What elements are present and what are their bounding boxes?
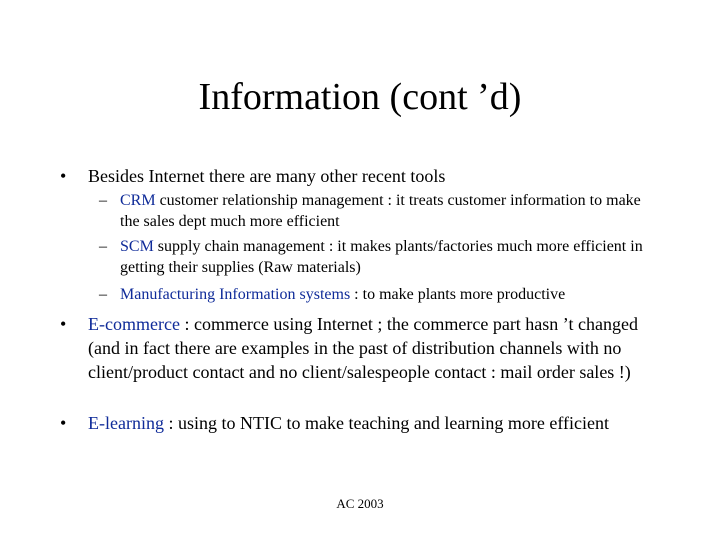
slide-footer: AC 2003 xyxy=(336,496,384,511)
bullet-marker: • xyxy=(60,413,67,433)
bullet-text xyxy=(88,312,660,384)
term-description: : commerce using Internet ; the commerce part hasn ’t changed (and in fact there are examples in the past of distribution channels with no client/product contact and no client/salespeople contact : mail order sales !) xyxy=(88,314,638,382)
term-manufacturing-information-systems: Manufacturing Information systems xyxy=(120,286,351,303)
sub-bullet-scm xyxy=(99,236,659,278)
bullet-marker: • xyxy=(60,314,67,334)
sub-bullet-text xyxy=(120,284,659,305)
term-e-learning: E-learning xyxy=(88,413,164,433)
sub-bullet-marker: – xyxy=(99,238,107,255)
sub-bullet-text xyxy=(120,236,659,278)
bullet-besides-internet xyxy=(60,164,660,188)
bullet-marker: • xyxy=(60,166,67,186)
bullet-e-learning xyxy=(60,411,660,435)
slide-title: Information (cont ’d) xyxy=(198,76,522,118)
sub-bullet-manufacturing xyxy=(99,284,659,305)
bullet-e-commerce xyxy=(60,312,660,384)
bullet-text: Besides Internet there are many other recent tools xyxy=(88,166,446,186)
term-description: supply chain management : it makes plants/factories much more efficient in getting their supplies (Raw materials) xyxy=(120,238,643,276)
term-description: : using to NTIC to make teaching and learning more efficient xyxy=(163,413,610,433)
term-description: customer relationship management : it treats customer information to make the sales dept much more efficient xyxy=(120,192,641,230)
sub-bullet-marker: – xyxy=(99,286,107,303)
term-description: : to make plants more productive xyxy=(350,286,566,303)
sub-bullet-crm xyxy=(99,190,659,232)
term-scm: SCM xyxy=(120,238,154,255)
term-e-commerce: E-commerce xyxy=(88,314,180,334)
term-crm: CRM xyxy=(120,192,156,209)
sub-bullet-text xyxy=(120,190,659,232)
sub-bullet-marker: – xyxy=(99,192,107,209)
bullet-text xyxy=(88,411,660,435)
